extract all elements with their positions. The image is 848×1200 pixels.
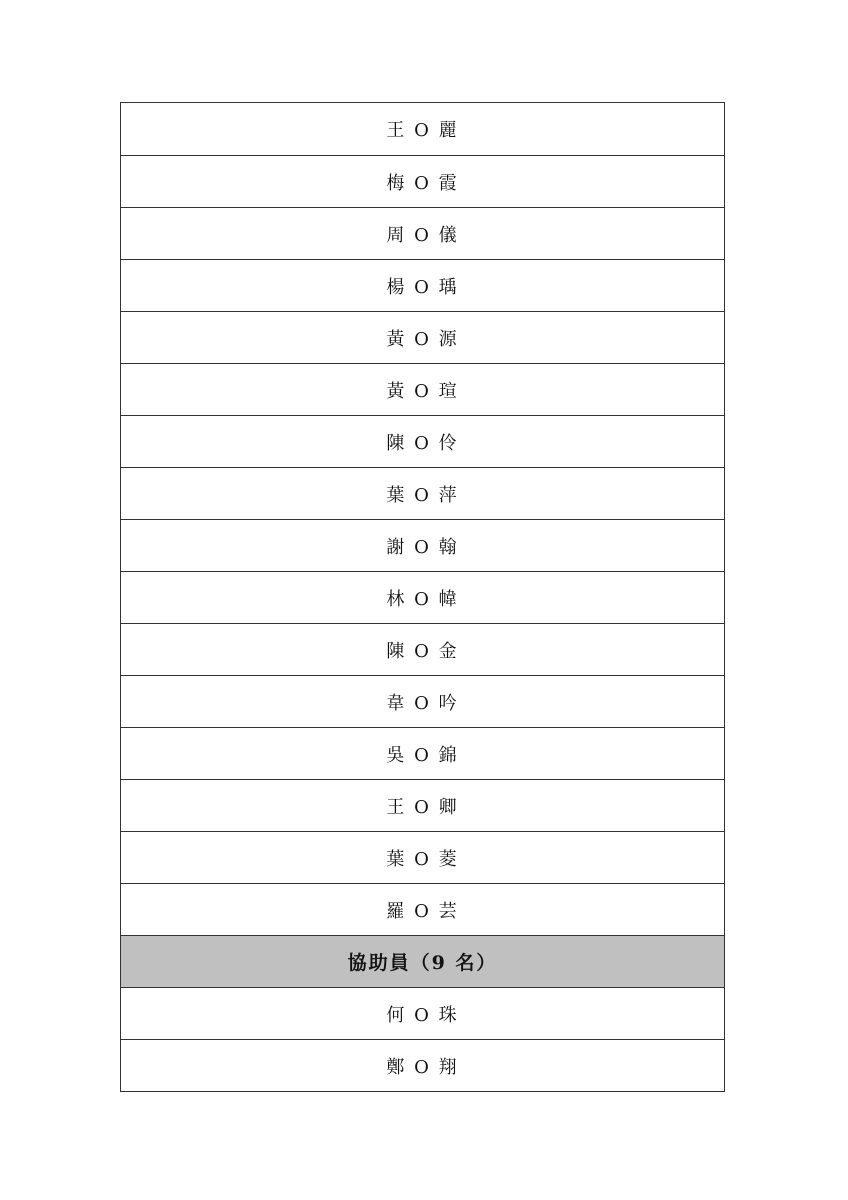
section-header-row: 協助員（9 名） (121, 935, 724, 987)
name-row: 韋 O 吟 (121, 675, 724, 727)
name-row: 羅 O 芸 (121, 883, 724, 935)
name-row: 梅 O 霞 (121, 155, 724, 207)
name-row: 陳 O 金 (121, 623, 724, 675)
name-row: 謝 O 翰 (121, 519, 724, 571)
name-row: 王 O 卿 (121, 779, 724, 831)
name-row: 吳 O 錦 (121, 727, 724, 779)
name-row: 王 O 麗 (386, 120, 459, 141)
name-row: 黃 O 源 (121, 311, 724, 363)
name-row: 林 O 幃 (121, 571, 724, 623)
name-row: 楊 O 瑀 (121, 259, 724, 311)
name-row: 黃 O 瑄 (121, 363, 724, 415)
name-row: 何 O 珠 (121, 987, 724, 1039)
name-row: 葉 O 菱 (121, 831, 724, 883)
name-row: 周 O 儀 (121, 207, 724, 259)
name-row: 陳 O 伶 (121, 415, 724, 467)
name-row: 葉 O 萍 (121, 467, 724, 519)
name-row: 鄭 O 翔 (121, 1039, 724, 1091)
name-list-table (120, 102, 725, 1092)
